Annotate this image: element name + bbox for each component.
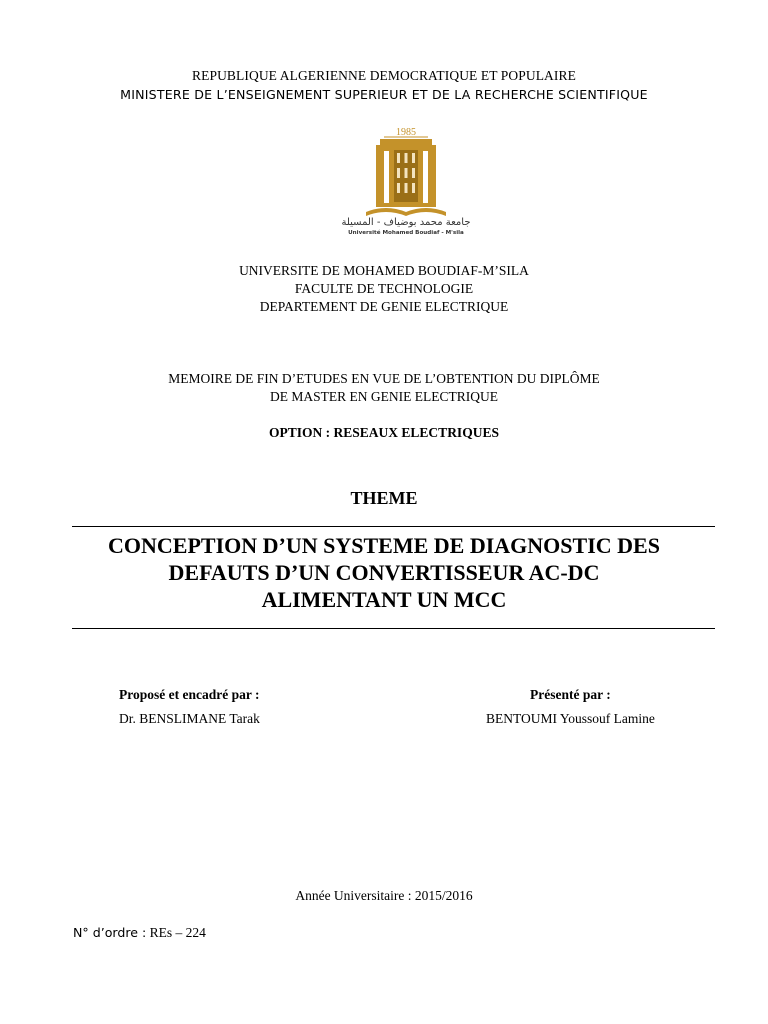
university-logo-emblem-icon	[318, 124, 474, 236]
logo-arabic-name: جامعة محمد بوضياف - المسيلة	[341, 217, 471, 228]
thesis-title-line3: ALIMENTANT UN MCC	[261, 587, 507, 612]
title-top-rule	[72, 526, 715, 527]
memoire-line1: MEMOIRE DE FIN D’ETUDES EN VUE DE L’OBTENTION DU DIPLÔME	[168, 371, 600, 386]
presenter-label: Présenté par :	[530, 687, 611, 702]
faculty-name: FACULTE DE TECHNOLOGIE	[294, 281, 474, 296]
order-number	[73, 925, 206, 941]
title-bottom-rule	[72, 628, 715, 629]
theme-label: THEME	[350, 488, 418, 508]
memoire-block	[0, 370, 768, 406]
thesis-title-line1: CONCEPTION D’UN SYSTEME DE DIAGNOSTIC DES	[108, 533, 660, 558]
university-logo	[318, 124, 474, 236]
order-label: N° d’ordre :	[73, 925, 147, 940]
department-name: DEPARTEMENT DE GENIE ELECTRIQUE	[259, 299, 509, 314]
header-ministry: MINISTERE DE L’ENSEIGNEMENT SUPERIEUR ET DE LA RECHERCHE SCIENTIFIQUE	[120, 87, 648, 102]
supervisor-name: Dr. BENSLIMANE Tarak	[119, 711, 260, 726]
header-republic: REPUBLIQUE ALGERIENNE DEMOCRATIQUE ET POPULAIRE	[192, 68, 576, 83]
institution-block	[0, 262, 768, 316]
thesis-title	[0, 532, 768, 613]
supervisor-label: Proposé et encadré par :	[119, 687, 260, 702]
memoire-line2: DE MASTER EN GENIE ELECTRIQUE	[270, 389, 498, 404]
presenter-name: BENTOUMI Youssouf Lamine	[486, 711, 655, 726]
academic-year: Année Universitaire : 2015/2016	[295, 888, 473, 903]
logo-year: 1985	[396, 127, 416, 138]
university-name: UNIVERSITE DE MOHAMED BOUDIAF-M’SILA	[239, 263, 529, 278]
option-label: OPTION : RESEAUX ELECTRIQUES	[269, 425, 499, 440]
logo-latin-name: Université Mohamed Boudiaf - M'sila	[348, 230, 464, 236]
thesis-title-line2: DEFAUTS D’UN CONVERTISSEUR AC-DC	[168, 560, 600, 585]
order-value: REs – 224	[149, 925, 206, 940]
